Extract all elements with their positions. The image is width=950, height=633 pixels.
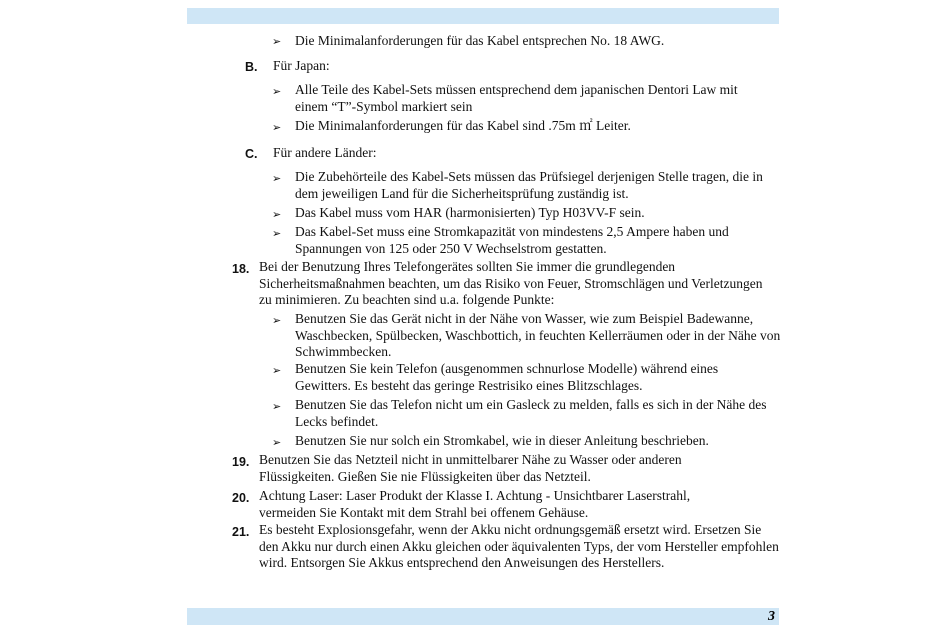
item-text: Achtung Laser: Laser Produkt der Klasse I. Achtung - Unsichtbarer Laserstrahl, vermeiden Sie Kontakt mit dem Strahl bei offenem Gehäuse. bbox=[259, 488, 691, 520]
bullet-arrow-icon: ➢ bbox=[272, 227, 282, 240]
bullet-text: Benutzen Sie das Gerät nicht in der Nähe von Wasser, wie zum Beispiel Badewanne, Waschbecken, Spülbecken, Waschbottich, in feuchten Kellerräumen oder in der Nähe von Schwimmbecken. bbox=[295, 311, 781, 360]
section-label: B. bbox=[245, 60, 258, 74]
bullet-arrow-icon: ➢ bbox=[272, 121, 282, 134]
item-text: Bei der Benutzung Ihres Telefongerätes sollten Sie immer die grundlegenden Sicherheitsmaßnahmen beachten, um das Risiko von Feuer, Stromschlägen und Verletzungen zu minimieren. Zu beachten sind u.a. folgende Punkte: bbox=[259, 259, 763, 308]
bullet-text: Benutzen Sie nur solch ein Stromkabel, wie in dieser Anleitung beschrieben. bbox=[295, 433, 709, 448]
item-number: 20. bbox=[232, 491, 250, 505]
bullet-text: Die Minimalanforderungen für das Kabel entsprechen No. 18 AWG. bbox=[295, 33, 665, 48]
section-label: C. bbox=[245, 147, 258, 161]
bullet-text: Benutzen Sie das Telefon nicht um ein Gasleck zu melden, falls es sich in der Nähe des Lecks befindet. bbox=[295, 397, 767, 429]
bullet-arrow-icon: ➢ bbox=[272, 208, 282, 221]
bullet-text: Benutzen Sie kein Telefon (ausgenommen schnurlose Modelle) während eines Gewitters. Es besteht das geringe Restrisiko eines Blitzschlages. bbox=[295, 361, 719, 393]
item-number: 18. bbox=[232, 262, 250, 276]
item-text: Benutzen Sie das Netzteil nicht in unmittelbarer Nähe zu Wasser oder anderen Flüssigkeiten. Gießen Sie nie Flüssigkeiten über das Netzteil. bbox=[259, 452, 682, 484]
section-title: Für Japan: bbox=[273, 58, 330, 73]
bullet-arrow-icon: ➢ bbox=[272, 314, 282, 327]
section-title: Für andere Länder: bbox=[273, 145, 377, 160]
bullet-arrow-icon: ➢ bbox=[272, 35, 282, 48]
bullet-text: Das Kabel-Set muss eine Stromkapazität von mindestens 2,5 Ampere haben und Spannungen von 125 oder 250 V Wechselstrom gestatten. bbox=[295, 224, 729, 256]
bullet-text: Alle Teile des Kabel-Sets müssen entsprechend dem japanischen Dentori Law mit einem “T”-Symbol markiert sein bbox=[295, 82, 738, 114]
bullet-arrow-icon: ➢ bbox=[272, 400, 282, 413]
bullet-text: Die Minimalanforderungen für das Kabel sind .75m ㎡ Leiter. bbox=[295, 118, 631, 133]
bullet-arrow-icon: ➢ bbox=[272, 172, 282, 185]
item-number: 21. bbox=[232, 525, 250, 539]
footer-band bbox=[187, 608, 779, 625]
bullet-text: Die Zubehörteile des Kabel-Sets müssen das Prüfsiegel derjenigen Stelle tragen, die in dem jeweiligen Land für die Sicherheitsprüfung zuständig ist. bbox=[295, 169, 763, 201]
item-text: Es besteht Explosionsgefahr, wenn der Akku nicht ordnungsgemäß ersetzt wird. Ersetzen Sie den Akku nur durch einen Akku gleichen oder äquivalenten Typs, der vom Hersteller empfohlen wird. Entsorgen Sie Akkus entsprechend den Anweisungen des Herstellers. bbox=[259, 522, 779, 571]
page-number: 3 bbox=[768, 609, 775, 624]
bullet-text: Das Kabel muss vom HAR (harmonisierten) Typ H03VV-F sein. bbox=[295, 205, 645, 220]
bullet-arrow-icon: ➢ bbox=[272, 85, 282, 98]
bullet-arrow-icon: ➢ bbox=[272, 436, 282, 449]
item-number: 19. bbox=[232, 455, 250, 469]
bullet-arrow-icon: ➢ bbox=[272, 364, 282, 377]
